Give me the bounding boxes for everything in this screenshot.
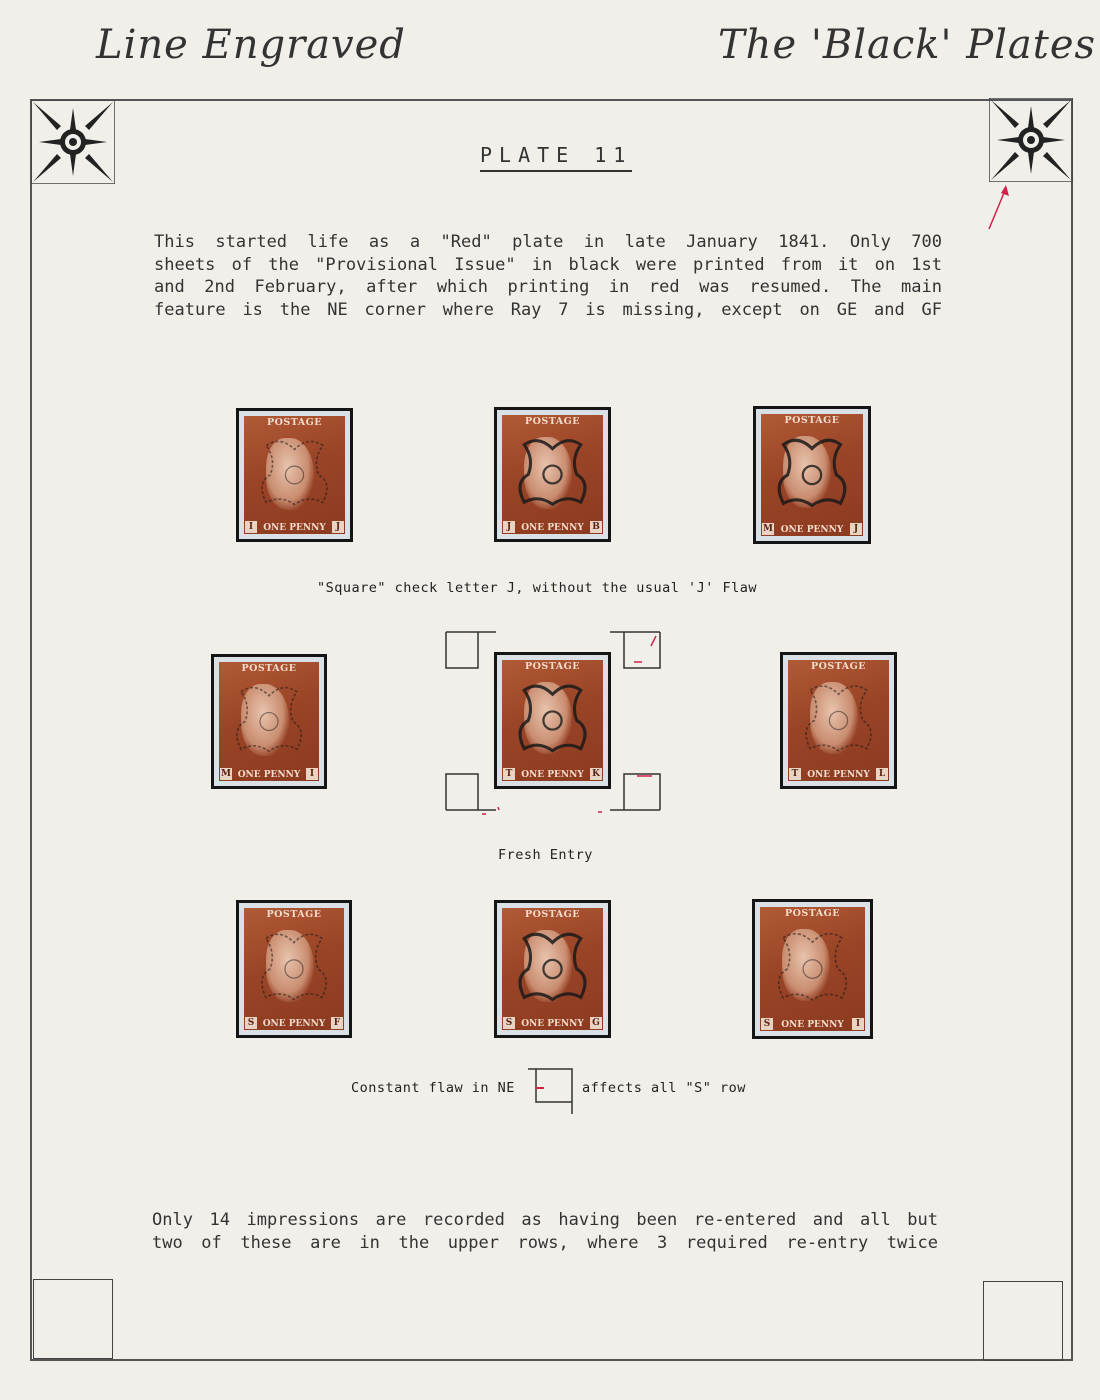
intro-line: This started life as a "Red" plate in late January 1841. Only 700 — [154, 232, 942, 252]
stamp-postage-text: POSTAGE — [241, 663, 297, 674]
check-letter-left: S — [503, 1017, 515, 1029]
stamp — [236, 900, 352, 1038]
ne-corner-flaw-diagram — [524, 1066, 578, 1118]
check-letter-right: J — [850, 523, 862, 535]
maltese-cross-cancel — [244, 908, 344, 1030]
stamp — [753, 406, 871, 544]
check-letter-right: I — [852, 1018, 864, 1030]
stamp-postage-text: POSTAGE — [266, 909, 322, 920]
red-arrow-annotation — [984, 182, 1014, 234]
stamp-face — [502, 415, 603, 534]
stamp-face — [502, 908, 603, 1030]
stamp-value-text: ONE PENNY — [262, 1019, 326, 1029]
stamp-postage-text: POSTAGE — [784, 908, 841, 919]
caption-fresh-entry: Fresh Entry — [498, 847, 593, 863]
fresh-entry-diagram — [440, 624, 670, 818]
caption-square-check-letter: "Square" check letter J, without the usual 'J' Flaw — [317, 580, 758, 596]
maltese-cross-cancel — [502, 415, 603, 534]
stamp-postage-text: POSTAGE — [524, 416, 581, 427]
stamp-postage-text: POSTAGE — [524, 661, 581, 672]
stamp-value-text: ONE PENNY — [521, 523, 584, 533]
check-letter-left: M — [221, 769, 231, 779]
stamp-face — [219, 662, 319, 781]
stamp — [752, 899, 873, 1039]
stamp-value-text: ONE PENNY — [807, 770, 870, 780]
stamp-face — [761, 414, 863, 536]
check-letter-right: G — [590, 1017, 602, 1029]
stamp-postage-text: POSTAGE — [266, 417, 323, 428]
intro-paragraph — [154, 231, 942, 321]
check-letter-left: T — [789, 768, 801, 780]
corner-star-icon — [989, 98, 1073, 182]
maltese-cross-cancel — [788, 660, 889, 781]
caption-affects-s-row: affects all "S" row — [582, 1080, 746, 1096]
footer-line: Only 14 impressions are recorded as having been re-entered and all but — [152, 1210, 938, 1230]
check-letter-left: S — [761, 1018, 773, 1030]
stamp-value-text: ONE PENNY — [780, 525, 844, 535]
stamp-value-text: ONE PENNY — [521, 1019, 584, 1029]
stamp — [780, 652, 897, 789]
corner-star-icon — [31, 100, 115, 184]
stamp — [211, 654, 327, 789]
stamp-face — [244, 416, 345, 534]
check-letter-left: T — [503, 768, 515, 780]
header-black-plates: The 'Black' Plates — [718, 22, 1097, 68]
check-letter-left: S — [245, 1017, 257, 1029]
stamp-value-text: ONE PENNY — [781, 1020, 844, 1030]
corner-box — [33, 1279, 113, 1359]
stamp-value-text: ONE PENNY — [521, 770, 584, 780]
check-letter-right: L — [876, 768, 888, 780]
stamp — [236, 408, 353, 542]
stamp — [494, 407, 611, 542]
check-letter-right: J — [332, 521, 344, 533]
maltese-cross-cancel — [502, 908, 603, 1030]
stamp-postage-text: POSTAGE — [784, 415, 840, 426]
check-letter-left: I — [245, 521, 257, 533]
stamp-postage-text: POSTAGE — [810, 661, 867, 672]
plate-title: PLATE 11 — [480, 143, 632, 172]
stamp-value-text: ONE PENNY — [263, 523, 326, 533]
intro-line: sheets of the "Provisional Issue" in black were printed from it on 1st — [154, 254, 942, 275]
check-letter-left: M — [763, 524, 773, 534]
footer-line: two of these are in the upper rows, where 3 required re-entry twice — [152, 1232, 938, 1253]
stamp — [494, 900, 611, 1038]
stamp-face — [244, 908, 344, 1030]
check-letter-right: K — [590, 768, 602, 780]
corner-box — [983, 1281, 1063, 1361]
caption-constant-flaw: Constant flaw in NE — [351, 1080, 515, 1096]
stamp-postage-text: POSTAGE — [524, 909, 581, 920]
stamp-face — [788, 660, 889, 781]
maltese-cross-cancel — [244, 416, 345, 534]
stamp-value-text: ONE PENNY — [237, 770, 301, 780]
footer-paragraph — [152, 1209, 938, 1254]
maltese-cross-cancel — [761, 414, 863, 536]
check-letter-right: B — [590, 521, 602, 533]
intro-line: feature is the NE corner where Ray 7 is missing, except on GE and GF — [154, 299, 942, 320]
stamp-face — [760, 907, 865, 1031]
header-line-engraved: Line Engraved — [96, 22, 406, 68]
check-letter-right: I — [306, 768, 318, 780]
check-letter-left: J — [503, 521, 515, 533]
maltese-cross-cancel — [219, 662, 319, 781]
check-letter-right: F — [331, 1017, 343, 1029]
maltese-cross-cancel — [760, 907, 865, 1031]
intro-line: and 2nd February, after which printing in red was resumed. The main — [154, 277, 942, 297]
